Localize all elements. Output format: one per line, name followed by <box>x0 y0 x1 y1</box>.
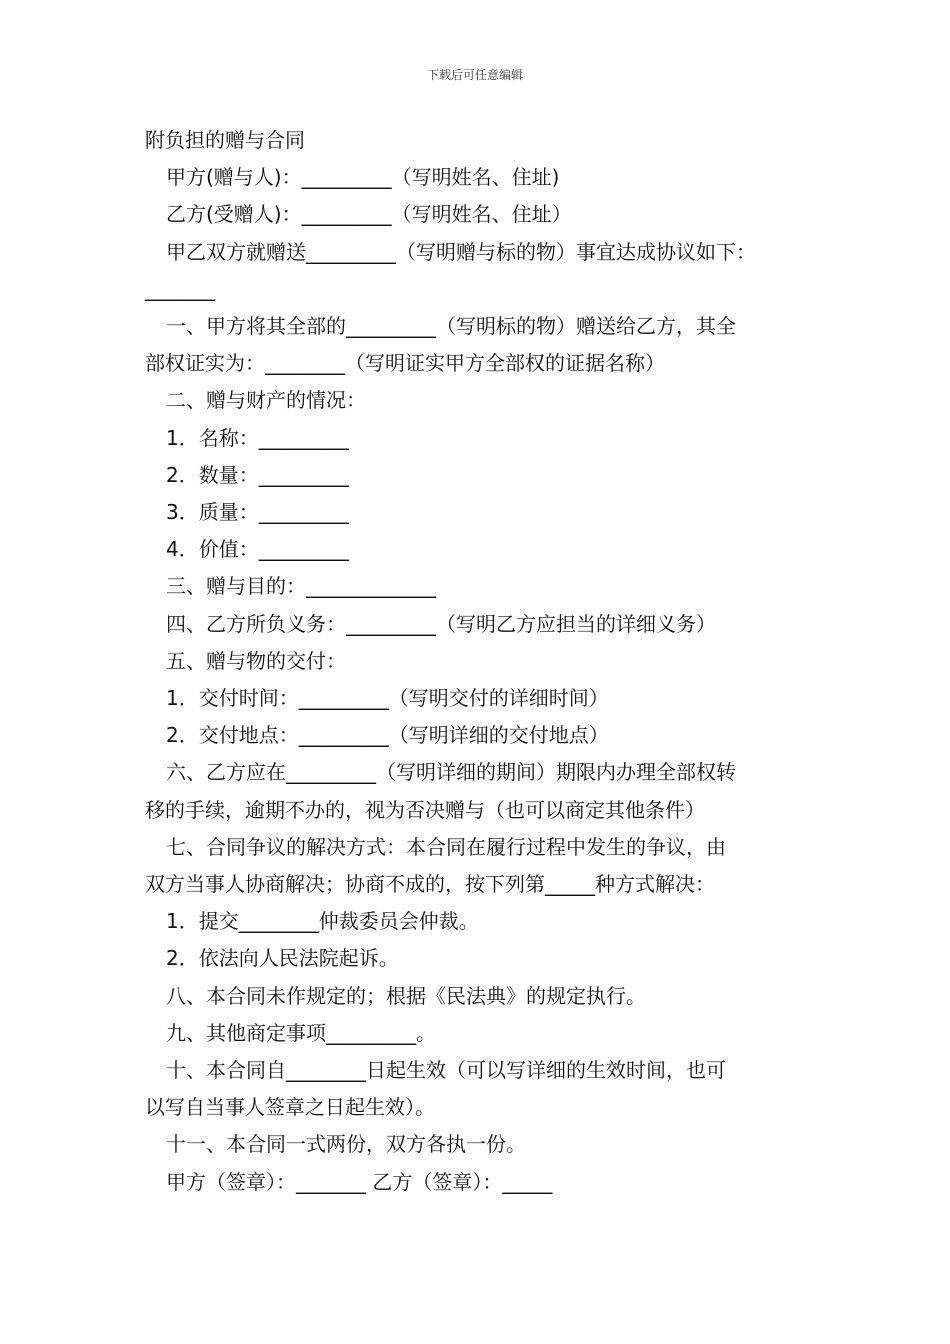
property-name-line: 1．名称：_________ <box>166 425 349 450</box>
party-a-line: 甲方(赠与人)：_________（写明姓名、住址) <box>166 165 560 190</box>
property-quantity-line: 2．数量：_________ <box>166 462 349 487</box>
clause-6-line-2: 移的手续，逾期不办的，视为否决赠与（也可以商定其他条件） <box>145 797 705 822</box>
clause-9-line: 九、其他商定事项_________。 <box>166 1020 436 1045</box>
clause-10-line-2: 以写自当事人签章之日起生效）。 <box>145 1095 435 1120</box>
clause-7-line-1: 七、合同争议的解决方式：本合同在履行过程中发生的争议，由 <box>166 834 726 859</box>
litigation-option-line: 2．依法向人民法院起诉。 <box>166 946 399 971</box>
clause-1-line-2: 部权证实为：________（写明证实甲方全部权的证据名称） <box>145 351 665 376</box>
agreement-intro-blank: _______ <box>145 276 215 301</box>
clause-1-line-1: 一、甲方将其全部的_________（写明标的物）赠送给乙方，其全 <box>166 314 736 339</box>
arbitration-option-line: 1．提交________仲裁委员会仲裁。 <box>166 909 479 934</box>
clause-11-line: 十一、本合同一式两份，双方各执一份。 <box>166 1132 526 1157</box>
clause-6-line-1: 六、乙方应在_________（写明详细的期间）期限内办理全部权转 <box>166 760 736 785</box>
delivery-time-line: 1．交付时间：_________（写明交付的详细时间） <box>166 686 609 711</box>
contract-body <box>145 122 815 1201</box>
clause-10-line-1: 十、本合同自________日起生效（可以写详细的生效时间，也可 <box>166 1058 726 1083</box>
party-b-line: 乙方(受赠人)：_________（写明姓名、住址） <box>166 202 572 227</box>
clause-8-line: 八、本合同未作规定的；根据《民法典》的规定执行。 <box>166 983 646 1008</box>
property-quality-line: 3．质量：_________ <box>166 500 349 525</box>
clause-7-line-2: 双方当事人协商解决；协商不成的，按下列第_____种方式解决： <box>145 872 715 897</box>
clause-4-line: 四、乙方所负义务：_________（写明乙方应担当的详细义务） <box>166 611 716 636</box>
clause-2-heading: 二、赠与财产的情况： <box>166 388 366 413</box>
clause-5-heading: 五、赠与物的交付： <box>166 648 346 673</box>
clause-3-line: 三、赠与目的：_____________ <box>166 574 436 599</box>
page-header-note: 下载后可任意编辑 <box>426 68 523 82</box>
delivery-place-line: 2．交付地点：_________（写明详细的交付地点） <box>166 723 609 748</box>
property-value-line: 4．价值：_________ <box>166 537 349 562</box>
contract-title: 附负担的赠与合同 <box>145 128 305 152</box>
agreement-intro-line: 甲乙双方就赠送_________（写明赠与标的物）事宜达成协议如下： <box>166 239 756 264</box>
signature-line: 甲方（签章）：_______ 乙方（签章）：_____ <box>166 1169 553 1194</box>
